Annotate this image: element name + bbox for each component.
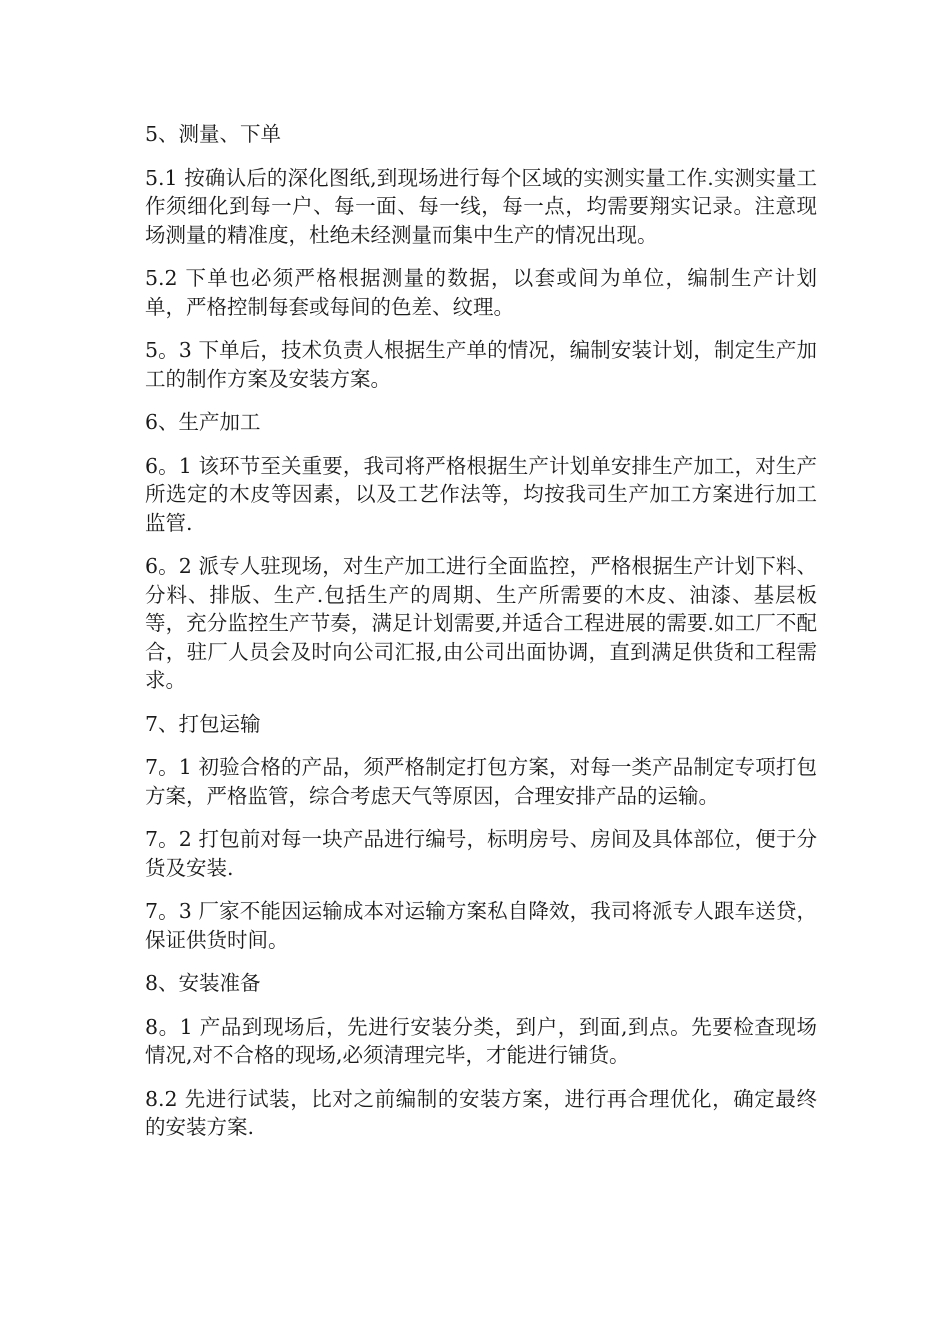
paragraph-6-2: 6。2 派专人驻现场，对生产加工进行全面监控，严格根据生产计划下料、分料、排版、生产.包括生产的周期、生产所需要的木皮、油漆、基层板等，充分监控生产节奏，满足计划需要,并适合工程进展的需要.如工厂不配合，驻厂人员会及时向公司汇报,由公司出面协调，直到满足供货和工程需求。 — [145, 554, 817, 692]
paragraph-7-1: 7。1 初验合格的产品，须严格制定打包方案，对每一类产品制定专项打包方案，严格监管，综合考虑天气等原因，合理安排产品的运输。 — [145, 755, 817, 808]
paragraph-6-1: 6。1 该环节至关重要，我司将严格根据生产计划单安排生产加工，对生产所选定的木皮等因素，以及工艺作法等，均按我司生产加工方案进行加工监管. — [145, 453, 817, 535]
paragraph-7-2: 7。2 打包前对每一块产品进行编号，标明房号、房间及具体部位，便于分货及安装. — [145, 827, 817, 880]
section-heading-8: 8、安装准备 — [145, 971, 261, 995]
section-heading-6: 6、生产加工 — [145, 410, 261, 434]
paragraph-8-1: 8。1 产品到现场后，先进行安装分类，到户，到面,到点。先要检查现场情况,对不合格的现场,必须清理完毕，才能进行铺货。 — [145, 1014, 817, 1067]
paragraph-5-2: 5.2 下单也必须严格根据测量的数据，以套或间为单位，编制生产计划单，严格控制每套或每间的色差、纹理。 — [145, 266, 817, 319]
paragraph-7-3: 7。3 厂家不能因运输成本对运输方案私自降效，我司将派专人跟车送贷，保证供货时间。 — [145, 899, 817, 952]
section-heading-7: 7、打包运输 — [145, 711, 261, 736]
paragraph-5-1: 5.1 按确认后的深化图纸,到现场进行每个区域的实测实量工作.实测实量工作须细化到每一户、每一面、每一线，每一点，均需要翔实记录。注意现场测量的精准度，杜绝未经测量而集中生产的情况出现。 — [145, 165, 817, 247]
paragraph-5-3: 5。3 下单后，技术负责人根据生产单的情况，编制安装计划，制定生产加工的制作方案及安装方案。 — [145, 338, 817, 391]
section-heading-5: 5、测量、下单 — [145, 122, 282, 146]
paragraph-8-2: 8.2 先进行试装，比对之前编制的安装方案，进行再合理优化，确定最终的安装方案. — [145, 1086, 817, 1139]
document-body — [145, 120, 817, 1157]
